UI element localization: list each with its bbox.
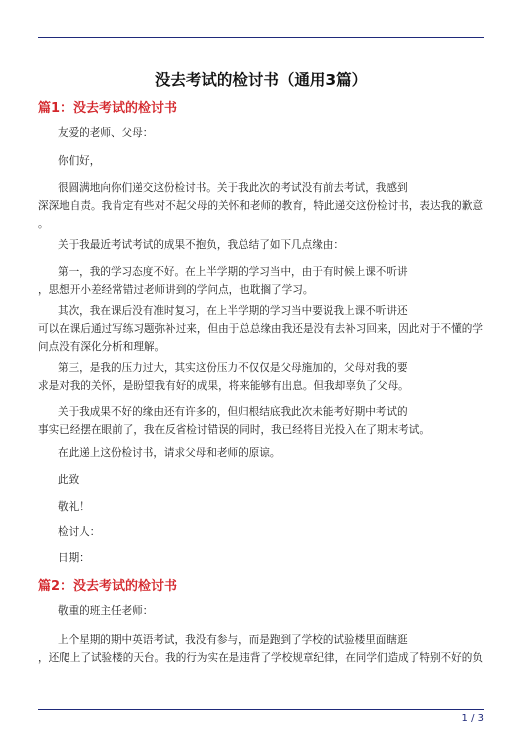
section-1-paragraph-6: 关于我成果不好的缘由还有许多的，但归根结底我此次未能考好期中考试的 事实已经摆在眼前了，我在反省检讨错误的同时，我已经将目光投入在了期末考试。 (38, 406, 430, 436)
section-2-paragraph-1: 上个星期的期中英语考试，我没有参与，而是跑到了学校的试验楼里面瞎逛 ，还爬上了试验楼的天台。我的行为实在是违背了学校规章纪律，在同学们造成了特别不好的负 (38, 634, 483, 664)
section-1-paragraph-7: 在此递上这份检讨书，请求父母和老师的原谅。 (58, 447, 281, 459)
section-1-paragraph-1: 很圆满地向你们递交这份检讨书。关于我此次的考试没有前去考试，我感到 深深地自责。我肯定有些对不起父母的关怀和老师的教育，特此递交这份检讨书，表达我的歉意 。 (38, 182, 483, 230)
footer-rule (38, 709, 484, 710)
section-1-paragraph-2: 关于我最近考试考试的成果不抱负，我总结了如下几点缘由： (58, 239, 345, 251)
section-1-hello: 你们好， (58, 155, 101, 167)
section-1-paragraph-4: 其次，我在课后没有准时复习，在上半学期的学习当中要说我上课不听讲还 可以在课后通过写练习题弥补过来，但由于总总缘由我还是没有去补习回来，因此对于不懂的学 问点没有深化分析和理解。 (38, 305, 483, 353)
section-1-paragraph-5: 第三，是我的压力过大，其实这份压力不仅仅是父母施加的，父母对我的要 求是对我的关怀，是盼望我有好的成果，将来能够有出息。但我却辜负了父母。 (38, 362, 409, 392)
section-2-greeting: 敬重的班主任老师： (58, 605, 154, 617)
section-1-signer: 检讨人： (58, 526, 101, 538)
header-rule (38, 37, 484, 38)
document-title: 没去考试的检讨书（通用3篇） (154, 71, 368, 89)
section-1-paragraph-3: 第一，我的学习态度不好。在上半学期的学习当中，由于有时候上课不听讲 ，思想开小差经常错过老师讲到的学问点，也耽搁了学习。 (38, 266, 408, 296)
section-1-heading: 篇1：没去考试的检讨书 (38, 101, 178, 116)
section-1-closing-2: 敬礼！ (58, 501, 90, 513)
section-1-greeting: 友爱的老师、父母： (58, 127, 154, 139)
section-1-closing-1: 此致 (58, 474, 80, 486)
page-number: 1 / 3 (461, 713, 484, 724)
section-2-heading: 篇2：没去考试的检讨书 (38, 579, 178, 594)
section-1-date: 日期： (58, 552, 90, 564)
